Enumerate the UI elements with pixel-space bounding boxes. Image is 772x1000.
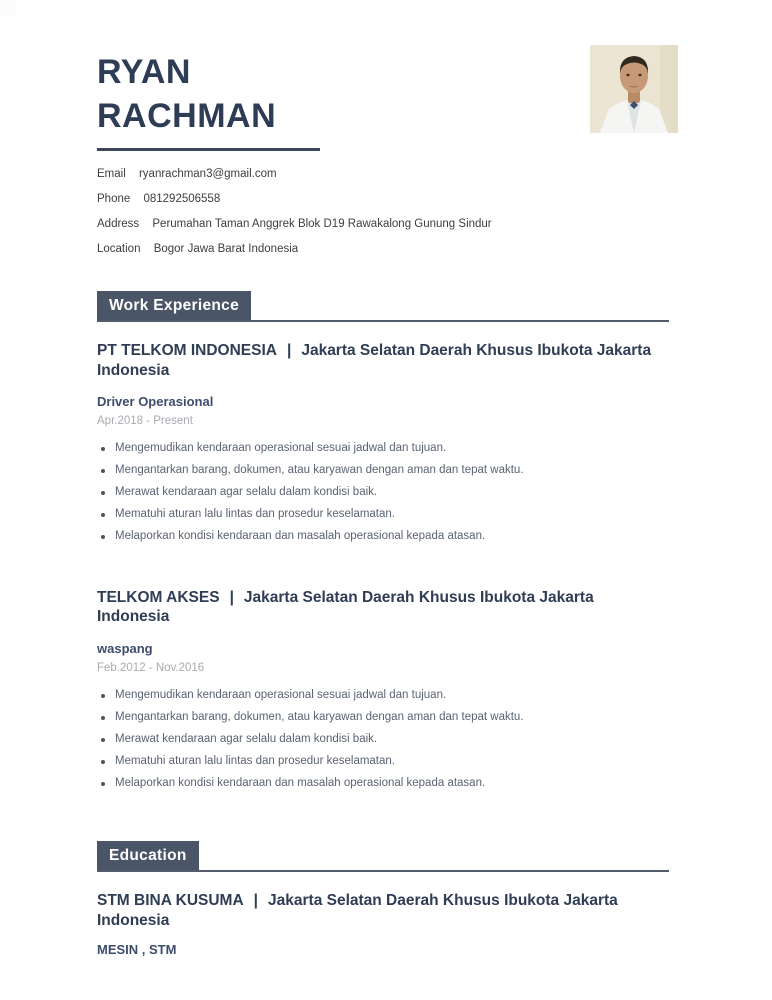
contact-row-address — [97, 218, 669, 230]
contact-value-email: ryanrachman3@gmail.com — [138, 168, 277, 180]
company-name: TELKOM AKSES — [97, 588, 220, 606]
job-role: waspang — [97, 640, 153, 656]
contact-label: Address — [97, 218, 140, 230]
bullet-dot-icon — [101, 491, 105, 495]
corner-artifact — [0, 0, 16, 16]
job-bullet — [97, 464, 669, 478]
job-title — [97, 588, 669, 627]
bullet-dot-icon — [101, 535, 105, 539]
bullet-text: Mengantarkan barang, dokumen, atau karyawan dengan aman dan tepat waktu. — [115, 464, 524, 476]
job-title — [97, 341, 669, 380]
job-entry-telkom-akses — [97, 588, 669, 791]
bullet-dot-icon — [101, 716, 105, 720]
contact-value-address: Perumahan Taman Anggrek Blok D19 Rawakalong Gunung Sindur — [152, 218, 492, 230]
first-name: RYAN — [97, 53, 191, 91]
pipe-separator: | — [229, 588, 234, 606]
company-name: PT TELKOM INDONESIA — [97, 342, 277, 359]
contact-value-location: Bogor Jawa Barat Indonesia — [153, 243, 299, 255]
job-bullet — [97, 442, 669, 456]
name-heading — [97, 50, 669, 138]
bullet-text: Melaporkan kondisi kendaraan dan masalah operasional kepada atasan. — [115, 776, 486, 789]
job-bullet — [97, 733, 669, 747]
bullet-text: Mengemudikan kendaraan operasional sesuai jadwal dan tujuan. — [115, 688, 447, 701]
bullet-dot-icon — [101, 738, 105, 742]
bullet-dot-icon — [101, 782, 105, 786]
job-bullet — [97, 777, 669, 791]
bullet-text: Mematuhi aturan lalu lintas dan prosedur keselamatan. — [115, 754, 395, 767]
job-bullet — [97, 755, 669, 769]
degree: MESIN , STM — [97, 942, 177, 957]
contact-label: Phone — [97, 193, 131, 205]
bullet-dot-icon — [101, 513, 105, 517]
school-location: Jakarta Selatan Daerah Khusus Ibukota Jakarta Indonesia — [97, 892, 618, 929]
job-location: Jakarta Selatan Daerah Khusus Ibukota Jakarta Indonesia — [97, 342, 652, 379]
pipe-separator: | — [253, 892, 259, 909]
job-bullet — [97, 508, 669, 522]
contact-row-phone — [97, 193, 669, 205]
school-name: STM BINA KUSUMA — [97, 892, 244, 909]
resume-content — [97, 0, 669, 957]
bullet-text: Mengantarkan barang, dokumen, atau karyawan dengan aman dan tepat waktu. — [115, 710, 524, 723]
bullet-text: Melaporkan kondisi kendaraan dan masalah operasional kepada atasan. — [115, 530, 486, 542]
job-bullet — [97, 689, 669, 703]
job-bullet — [97, 530, 669, 544]
job-bullet — [97, 711, 669, 725]
section-header-rule — [97, 841, 669, 872]
section-title-education: Education — [97, 841, 199, 870]
job-dates: Apr.2018 - Present — [97, 415, 193, 427]
bullet-text: Merawat kendaraan agar selalu dalam kondisi baik. — [115, 732, 378, 745]
job-dates: Feb.2012 - Nov.2016 — [97, 661, 205, 674]
education-entry-stm-bina-kusuma — [97, 891, 669, 957]
contact-row-email — [97, 168, 669, 180]
job-bullet-list — [97, 442, 669, 544]
bullet-text: Mematuhi aturan lalu lintas dan prosedur keselamatan. — [115, 508, 395, 520]
section-title-work-experience: Work Experience — [97, 291, 251, 320]
bullet-dot-icon — [101, 694, 105, 698]
job-entry-pt-telkom — [97, 341, 669, 544]
school-title — [97, 891, 669, 930]
bullet-dot-icon — [101, 447, 105, 451]
contact-row-location — [97, 243, 669, 255]
section-header-rule — [97, 291, 669, 322]
contact-value-phone: 081292506558 — [143, 193, 221, 205]
contact-info — [97, 168, 669, 255]
bullet-text: Mengemudikan kendaraan operasional sesuai jadwal dan tujuan. — [115, 442, 447, 454]
last-name: RACHMAN — [97, 97, 277, 135]
job-role: Driver Operasional — [97, 394, 214, 409]
section-work-experience — [97, 291, 669, 790]
section-education — [97, 841, 669, 957]
bullet-dot-icon — [101, 760, 105, 764]
contact-label: Location — [97, 243, 141, 255]
pipe-separator: | — [286, 342, 292, 359]
job-location: Jakarta Selatan Daerah Khusus Ibukota Jakarta Indonesia — [97, 588, 594, 625]
name-underline — [97, 148, 320, 151]
job-bullet-list — [97, 689, 669, 791]
job-bullet — [97, 486, 669, 500]
bullet-text: Merawat kendaraan agar selalu dalam kondisi baik. — [115, 486, 378, 498]
contact-label: Email — [97, 168, 126, 180]
bullet-dot-icon — [101, 469, 105, 473]
